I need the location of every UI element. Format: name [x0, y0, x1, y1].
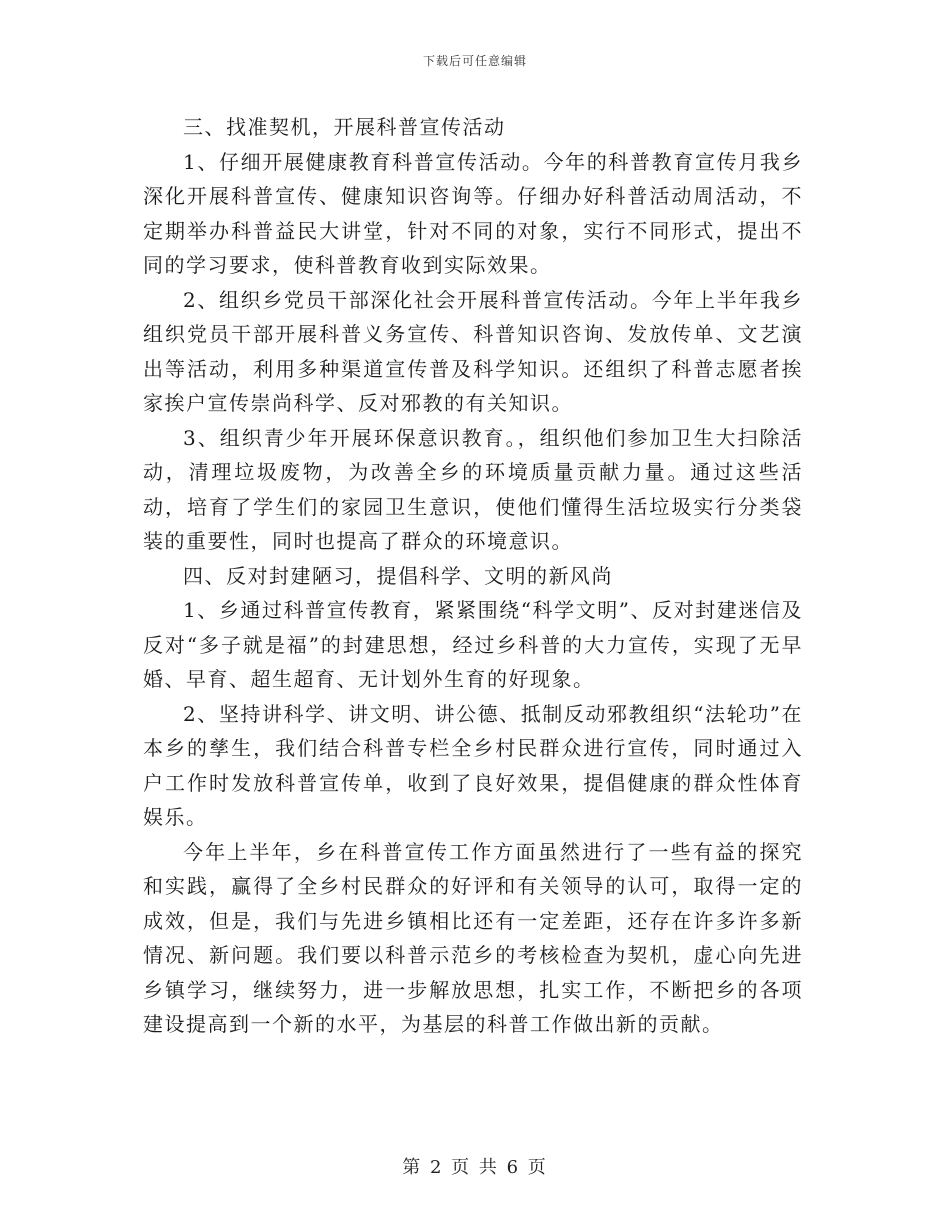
body-paragraph: 1、仔细开展健康教育科普宣传活动。今年的科普教育宣传月我乡深化开展科普宣传、健康知识咨询等。仔细办好科普活动周活动，不定期举办科普益民大讲堂，针对不同的对象，实行不同形式，提出不同的学习要求，使科普教育收到实际效果。	[143, 149, 803, 277]
conclusion-paragraph: 今年上半年，乡在科普宣传工作方面虽然进行了一些有益的探究和实践，赢得了全乡村民群众的好评和有关领导的认可，取得一定的成效，但是，我们与先进乡镇相比还有一定差距，还存在许多许多新情况、新问题。我们要以科普示范乡的考核检查为契机，虚心向先进乡镇学习，继续努力，进一步解放思想，扎实工作，不断把乡的各项建设提高到一个新的水平，为基层的科普工作做出新的贡献。	[143, 839, 803, 1036]
document-body	[143, 110, 803, 1042]
page-header-note: 下载后可任意编辑	[422, 54, 527, 68]
body-paragraph: 3、组织青少年开展环保意识教育。，组织他们参加卫生大扫除活动，清理垃圾废物，为改善全乡的环境质量贡献力量。通过这些活动，培育了学生们的家园卫生意识，使他们懂得生活垃圾实行分类袋装的重要性，同时也提高了群众的环境意识。	[143, 425, 803, 553]
body-paragraph: 1、乡通过科普宣传教育，紧紧围绕“科学文明”、反对封建迷信及反对“多子就是福”的封建思想，经过乡科普的大力宣传，实现了无早婚、早育、超生超育、无计划外生育的好现象。	[143, 598, 803, 691]
body-paragraph: 2、组织乡党员干部深化社会开展科普宣传活动。今年上半年我乡组织党员干部开展科普义务宣传、科普知识咨询、发放传单、文艺演出等活动，利用多种渠道宣传普及科学知识。还组织了科普志愿者挨家挨户宣传崇尚科学、反对邪教的有关知识。	[143, 287, 803, 415]
page-number-footer: 第 2 页 共 6 页	[402, 1157, 548, 1178]
section-heading-4: 四、反对封建陋习，提倡科学、文明的新风尚	[183, 563, 613, 588]
section-heading-3: 三、找准契机，开展科普宣传活动	[183, 115, 506, 139]
body-paragraph: 2、坚持讲科学、讲文明、讲公德、抵制反动邪教组织“法轮功”在本乡的孳生，我们结合科普专栏全乡村民群众进行宣传，同时通过入户工作时发放科普宣传单，收到了良好效果，提倡健康的群众性体育娱乐。	[143, 701, 803, 829]
